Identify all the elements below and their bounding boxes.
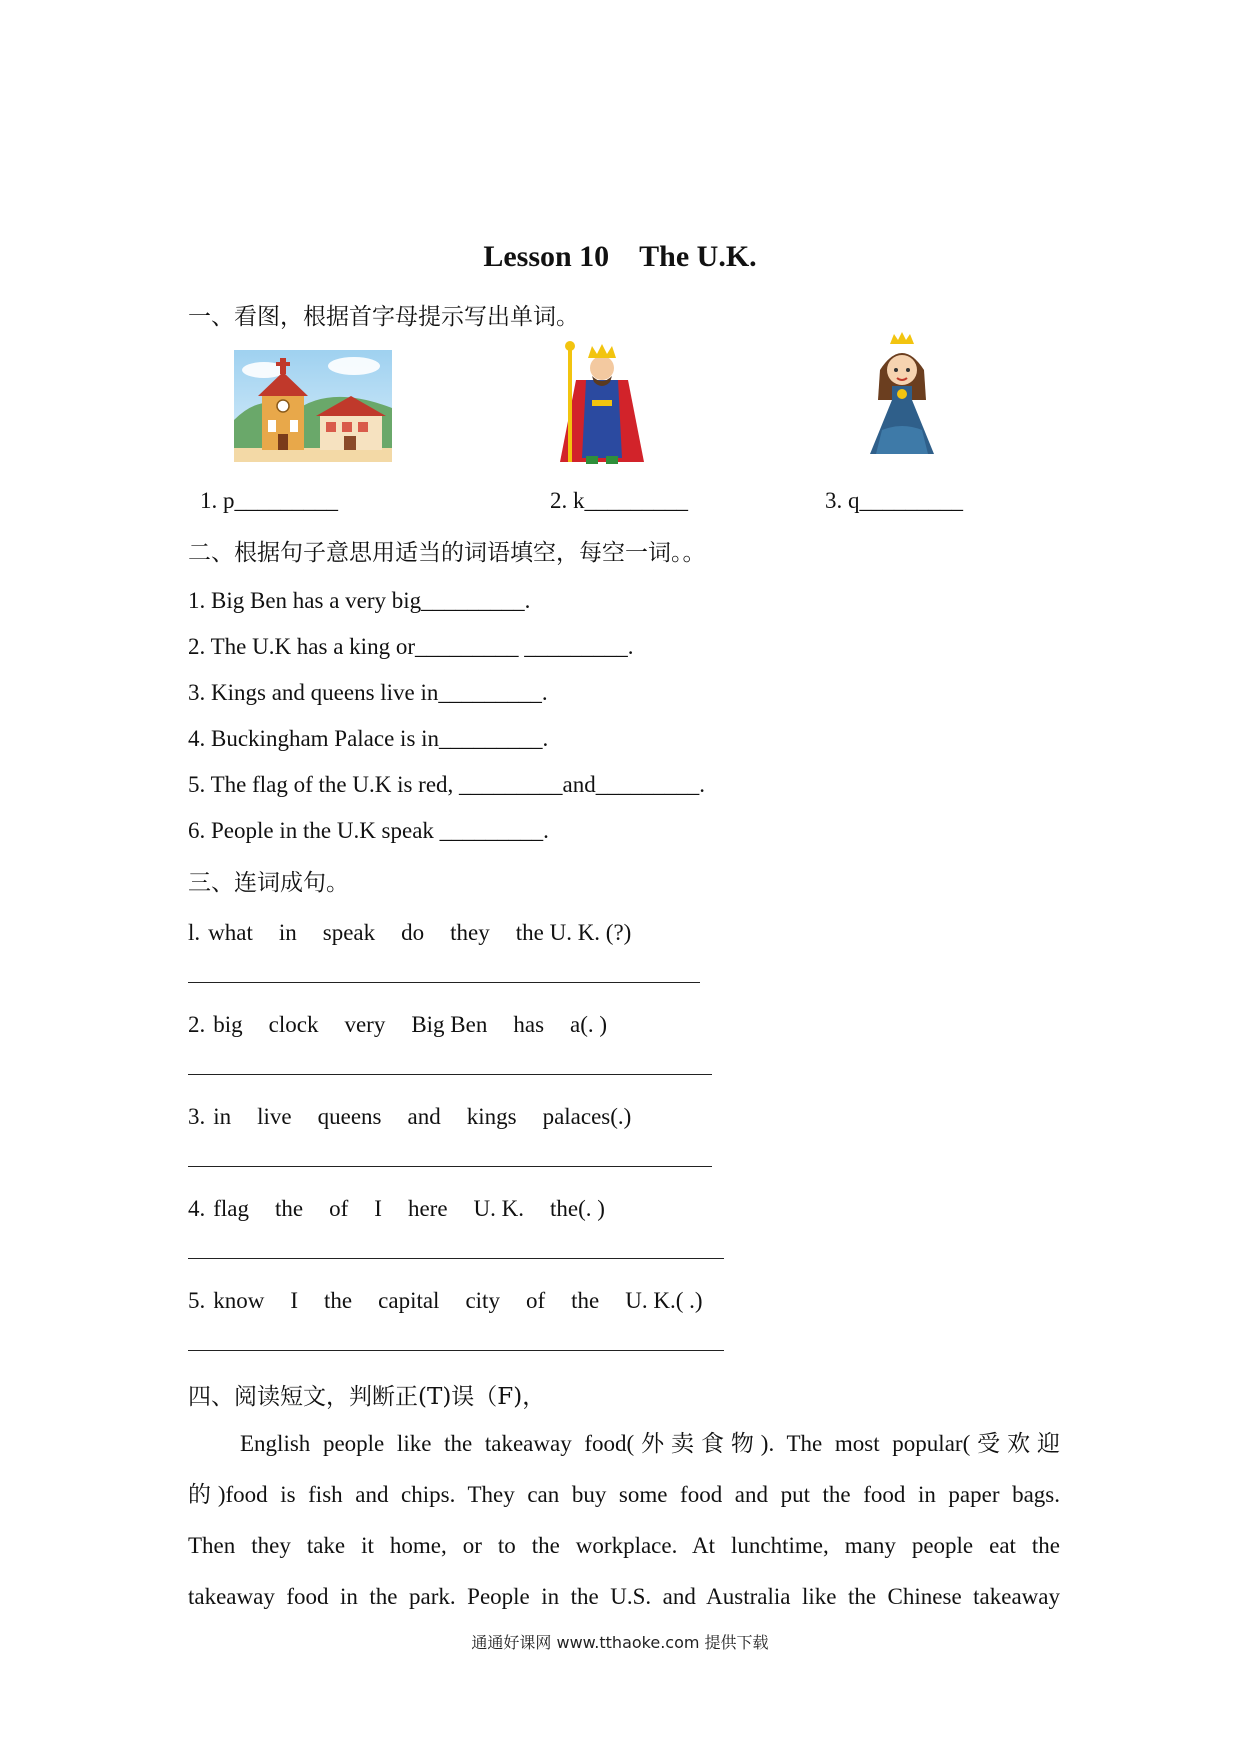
answer-line xyxy=(188,1074,712,1076)
reading-passage xyxy=(188,1418,1060,1622)
word: know xyxy=(213,1288,265,1313)
word: they xyxy=(450,920,490,945)
word: what xyxy=(208,920,253,945)
queen-picture xyxy=(862,330,942,458)
page-title xyxy=(0,240,1240,274)
answer-line xyxy=(188,1258,724,1260)
word: very xyxy=(344,1012,386,1037)
answer-line xyxy=(188,982,700,984)
picture-answer-1: 1. p_________ xyxy=(200,488,338,513)
word-order-item-1 xyxy=(188,920,631,946)
king-picture xyxy=(556,340,648,468)
word: I xyxy=(374,1196,382,1221)
section4-heading: 四、阅读短文，判断正(T)误（F)， xyxy=(188,1384,546,1410)
word: clock xyxy=(268,1012,319,1037)
word: of xyxy=(329,1196,349,1221)
word: live xyxy=(257,1104,292,1129)
section1-heading: 一、看图，根据首字母提示写出单词。 xyxy=(188,304,579,330)
fill-blank-item-1: 1. Big Ben has a very big_________. xyxy=(188,588,531,613)
word: here xyxy=(407,1196,448,1221)
fill-blank-item-3: 3. Kings and queens live in_________. xyxy=(188,680,548,705)
lesson-topic: The U.K. xyxy=(639,240,757,273)
word: U. K. xyxy=(473,1196,525,1221)
item-number: 5. xyxy=(188,1288,206,1313)
word: city xyxy=(465,1288,500,1313)
word: kings xyxy=(466,1104,517,1129)
word: flag xyxy=(213,1196,250,1221)
item-number: l. xyxy=(188,920,201,945)
word: in xyxy=(278,920,297,945)
word-order-item-4 xyxy=(188,1196,605,1222)
item-number: 4. xyxy=(188,1196,206,1221)
section3-heading: 三、连词成句。 xyxy=(188,870,349,896)
word: capital xyxy=(378,1288,440,1313)
word: a(. ) xyxy=(570,1012,608,1037)
word-order-item-3 xyxy=(188,1104,631,1130)
word: the(. ) xyxy=(550,1196,605,1221)
word: I xyxy=(290,1288,299,1313)
picture-answer-3: 3. q_________ xyxy=(825,488,963,513)
word: do xyxy=(401,920,425,945)
item-number: 3. xyxy=(188,1104,206,1129)
fill-blank-item-6: 6. People in the U.K speak _________. xyxy=(188,818,549,843)
lesson-number: Lesson 10 xyxy=(483,240,610,273)
word: Big Ben xyxy=(411,1012,488,1037)
word: queens xyxy=(317,1104,382,1129)
passage-line: Then they take it home, or to the workplace. At lunchtime, many people eat the xyxy=(188,1533,1060,1558)
passage-line: English people like the takeaway food(外卖食物). The most popular(受欢迎 xyxy=(240,1431,1060,1456)
word: the xyxy=(324,1288,353,1313)
fill-blank-item-2: 2. The U.K has a king or_________ _________. xyxy=(188,634,634,659)
word: U. K.( .) xyxy=(625,1288,703,1313)
word: and xyxy=(407,1104,441,1129)
section2-heading: 二、根据句子意思用适当的词语填空，每空一词。。 xyxy=(188,540,706,566)
word: speak xyxy=(322,920,376,945)
answer-line xyxy=(188,1166,712,1168)
fill-blank-item-5: 5. The flag of the U.K is red, _________and_________. xyxy=(188,772,705,797)
word-order-item-5 xyxy=(188,1288,703,1314)
word: the xyxy=(275,1196,304,1221)
word-order-item-2 xyxy=(188,1012,607,1038)
word: big xyxy=(213,1012,243,1037)
passage-line: 的)food is fish and chips. They can buy some food and put the food in paper bags. xyxy=(188,1482,1060,1507)
answer-line xyxy=(188,1350,724,1352)
footer-source: 通通好课网 www.tthaoke.com 提供下载 xyxy=(471,1633,769,1652)
word: the U. K. (?) xyxy=(515,920,632,945)
fill-blank-item-4: 4. Buckingham Palace is in_________. xyxy=(188,726,549,751)
word: of xyxy=(525,1288,546,1313)
word: in xyxy=(213,1104,232,1129)
picture-answer-2: 2. k_________ xyxy=(550,488,688,513)
word: has xyxy=(513,1012,545,1037)
word: palaces(.) xyxy=(542,1104,632,1129)
passage-line: takeaway food in the park. People in the U.S. and Australia like the Chinese takeaway xyxy=(188,1584,1060,1609)
item-number: 2. xyxy=(188,1012,206,1037)
palace-picture xyxy=(234,350,392,462)
word: the xyxy=(571,1288,600,1313)
